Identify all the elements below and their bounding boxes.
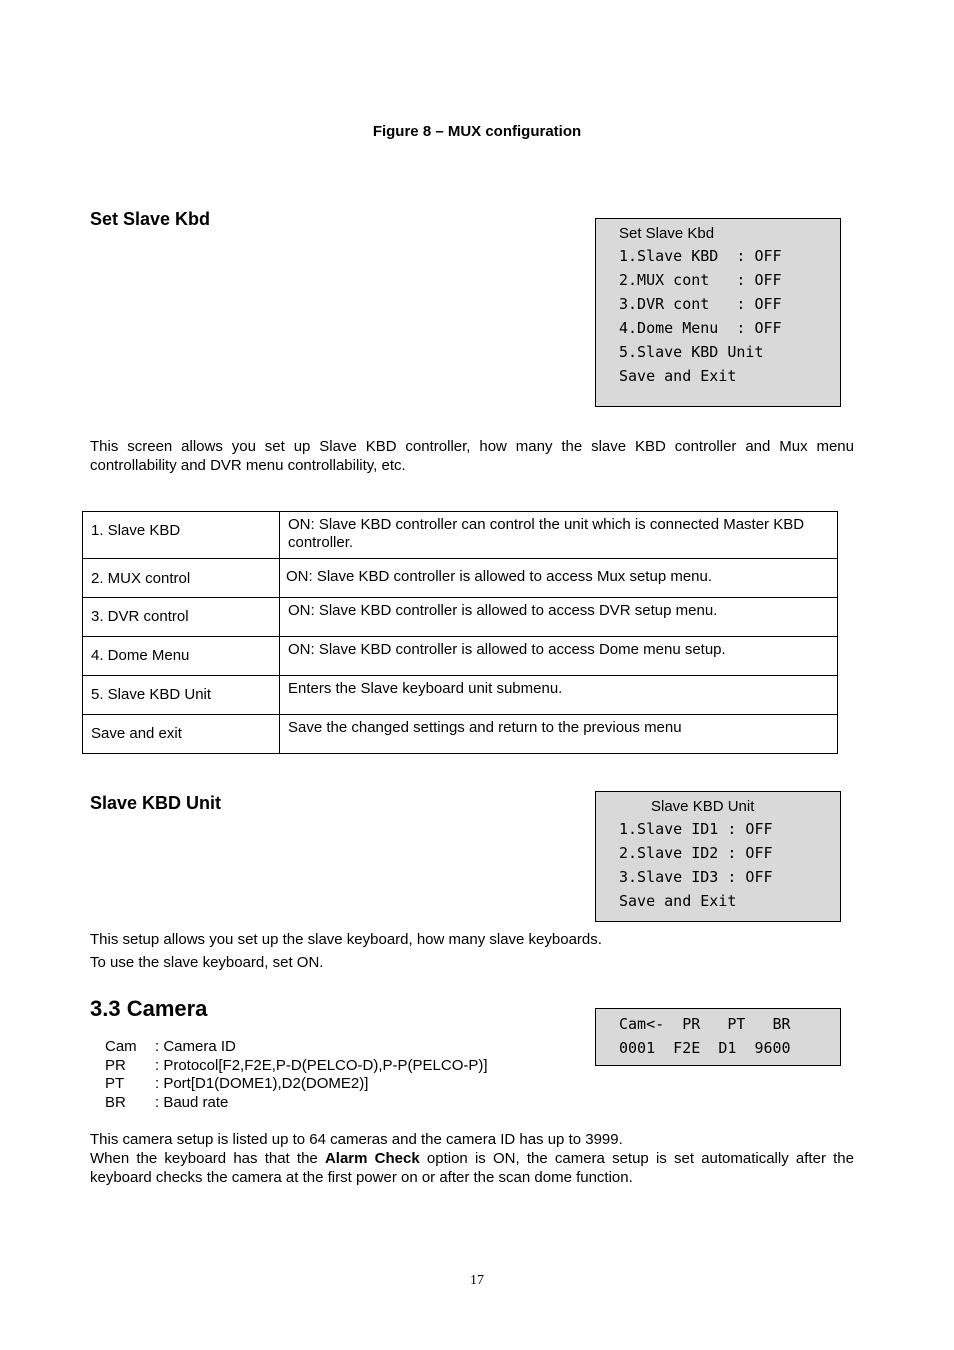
screen-line: Cam<- PR PT BR <box>619 1015 791 1033</box>
screen-line: Save and Exit <box>619 367 737 385</box>
definition-key: Cam <box>105 1038 137 1055</box>
table-cell-desc: ON: Slave KBD controller is allowed to access Mux setup menu. <box>280 559 838 598</box>
definition-value: : Baud rate <box>155 1093 229 1111</box>
table-cell-item: 4. Dome Menu <box>83 637 280 676</box>
table-row <box>83 676 838 715</box>
text-run: When the keyboard has that the <box>90 1150 325 1167</box>
screen-line: 2.Slave ID2 : OFF <box>619 844 773 862</box>
slave-kbd-unit-screen <box>595 791 841 922</box>
table-cell-item: Save and exit <box>83 715 280 754</box>
list-item <box>105 1038 488 1057</box>
definition-key: PR <box>105 1056 126 1074</box>
set-slave-kbd-screen <box>595 218 841 407</box>
definition-key: PT <box>105 1075 125 1092</box>
text-run: option is ON, the camera setup is set automatically after the keyboard checks the camera at the first power on or after the scan dome function. <box>90 1150 854 1186</box>
definition-key: BR <box>105 1093 126 1111</box>
table-row <box>83 598 838 637</box>
camera-paragraph-line <box>90 1149 854 1187</box>
table-row <box>83 512 838 559</box>
page-number: 17 <box>470 1273 484 1288</box>
screen-line: 1.Slave ID1 : OFF <box>619 820 773 838</box>
screen-line: 2.MUX cont : OFF <box>619 271 782 289</box>
definition-value: : Protocol[F2,F2E,P-D(PELCO-D),P-P(PELCO-P)] <box>155 1056 488 1074</box>
table-cell-desc: Save the changed settings and return to the previous menu <box>280 715 838 754</box>
list-item <box>105 1057 488 1076</box>
screen-line: 3.Slave ID3 : OFF <box>619 868 773 886</box>
table-cell-desc: Enters the Slave keyboard unit submenu. <box>280 676 838 715</box>
screen-title: Set Slave Kbd <box>619 225 715 242</box>
slave-kbd-unit-description: This setup allows you set up the slave keyboard, how many slave keyboards. <box>90 931 602 948</box>
alarm-check-term: Alarm Check <box>324 1150 420 1167</box>
table-cell-item: 3. DVR control <box>83 598 280 637</box>
table-cell-desc: ON: Slave KBD controller is allowed to access DVR setup menu. <box>280 598 838 637</box>
camera-paragraph <box>90 1130 854 1187</box>
list-item <box>105 1075 488 1094</box>
figure-caption: Figure 8 – MUX configuration <box>372 123 582 140</box>
set-slave-kbd-description: This screen allows you set up Slave KBD controller, how many the slave KBD controller and Mux menu controllability and DVR menu controllability, etc. <box>90 438 854 474</box>
screen-line: Save and Exit <box>619 892 737 910</box>
screen-line: 5.Slave KBD Unit <box>619 343 764 361</box>
section-heading-set-slave-kbd: Set Slave Kbd <box>90 209 211 229</box>
table-cell-item: 5. Slave KBD Unit <box>83 676 280 715</box>
camera-screen <box>595 1008 841 1066</box>
screen-line: 3.DVR cont : OFF <box>619 295 782 313</box>
camera-definitions <box>105 1038 488 1112</box>
camera-paragraph-line: This camera setup is listed up to 64 cameras and the camera ID has up to 3999. <box>90 1131 623 1148</box>
settings-table <box>82 511 838 754</box>
table-cell-desc: ON: Slave KBD controller can control the unit which is connected Master KBD controller. <box>280 512 838 559</box>
table-row <box>83 637 838 676</box>
screen-line: 0001 F2E D1 9600 <box>619 1039 791 1057</box>
section-heading-camera: 3.3 Camera <box>90 996 208 1021</box>
screen-title: Slave KBD Unit <box>651 798 755 815</box>
table-cell-desc: ON: Slave KBD controller is allowed to access Dome menu setup. <box>280 637 838 676</box>
table-cell-item: 2. MUX control <box>83 559 280 598</box>
screen-line: 4.Dome Menu : OFF <box>619 319 782 337</box>
screen-line: 1.Slave KBD : OFF <box>619 247 782 265</box>
table-cell-item: 1. Slave KBD <box>83 512 280 559</box>
section-heading-slave-kbd-unit: Slave KBD Unit <box>90 793 222 813</box>
table-row <box>83 559 838 598</box>
slave-kbd-unit-description: To use the slave keyboard, set ON. <box>90 954 324 971</box>
table-row <box>83 715 838 754</box>
definition-value: : Port[D1(DOME1),D2(DOME2)] <box>155 1075 369 1092</box>
definition-value: : Camera ID <box>155 1038 236 1055</box>
list-item <box>105 1094 488 1113</box>
